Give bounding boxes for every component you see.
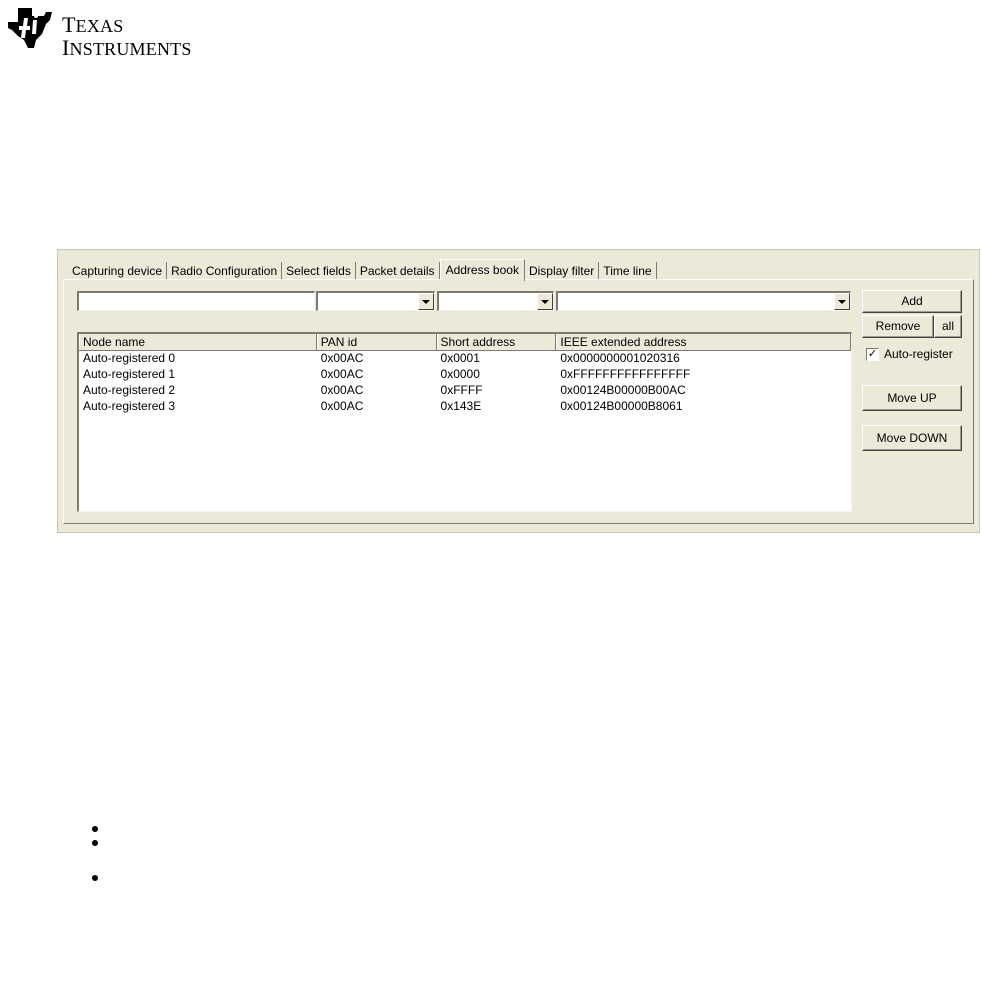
ieee-address-cell: 0x0000000001020316 bbox=[560, 351, 680, 365]
address-book-panel bbox=[57, 249, 980, 533]
chevron-down-icon[interactable] bbox=[418, 293, 434, 310]
bullet-icon bbox=[92, 875, 98, 881]
short-address-cell: 0xFFFF bbox=[440, 383, 483, 397]
move-up-button[interactable]: Move UP bbox=[862, 385, 962, 411]
ieee-address-cell: 0xFFFFFFFFFFFFFFFF bbox=[560, 367, 691, 381]
bullet-icon bbox=[92, 826, 98, 832]
texas-state-icon bbox=[6, 6, 54, 50]
bullet-icon bbox=[92, 840, 98, 846]
short-address-cell: 0x0001 bbox=[440, 351, 480, 365]
pan-id-cell: 0x00AC bbox=[320, 383, 364, 397]
tab-capturing-device[interactable]: Capturing device bbox=[68, 262, 167, 280]
short-address-dropdown[interactable] bbox=[437, 291, 554, 311]
checkmark-icon[interactable]: ✓ bbox=[867, 347, 878, 360]
column-header-short-address[interactable]: Short address bbox=[437, 334, 557, 350]
texas-instruments-logo bbox=[6, 6, 216, 60]
list-header bbox=[79, 334, 851, 351]
ieee-address-dropdown[interactable] bbox=[556, 291, 851, 311]
ieee-address-cell: 0x00124B00000B8061 bbox=[560, 399, 683, 413]
chevron-down-icon[interactable] bbox=[537, 293, 553, 310]
tab-packet-details[interactable]: Packet details bbox=[356, 262, 440, 280]
remove-all-button[interactable]: all bbox=[934, 315, 962, 338]
ieee-address-cell: 0x00124B00000B00AC bbox=[560, 383, 686, 397]
auto-register-label: Auto-register bbox=[884, 347, 953, 361]
pan-id-dropdown[interactable] bbox=[316, 291, 435, 311]
auto-register-checkbox[interactable] bbox=[866, 347, 953, 361]
column-header-node-name[interactable]: Node name bbox=[79, 334, 317, 350]
column-header-pan-id[interactable]: PAN id bbox=[317, 334, 437, 350]
node-name-cell: Auto-registered 3 bbox=[83, 399, 176, 413]
tab-radio-configuration[interactable]: Radio Configuration bbox=[167, 262, 282, 280]
tab-select-fields[interactable]: Select fields bbox=[282, 262, 356, 280]
tab-strip bbox=[68, 258, 657, 280]
move-down-button[interactable]: Move DOWN bbox=[862, 425, 962, 451]
column-header-ieee-address[interactable]: IEEE extended address bbox=[556, 334, 851, 350]
pan-id-cell: 0x00AC bbox=[320, 367, 364, 381]
node-name-cell: Auto-registered 0 bbox=[83, 351, 176, 365]
table-row[interactable] bbox=[79, 351, 851, 367]
pan-id-cell: 0x00AC bbox=[320, 351, 364, 365]
address-list[interactable] bbox=[77, 332, 852, 512]
table-row[interactable] bbox=[79, 399, 851, 415]
logo-wordmark: TEXAS INSTRUMENTS bbox=[62, 12, 192, 60]
table-row[interactable] bbox=[79, 383, 851, 399]
remove-button[interactable]: Remove bbox=[862, 315, 934, 338]
short-address-cell: 0x0000 bbox=[440, 367, 480, 381]
short-address-cell: 0x143E bbox=[440, 399, 482, 413]
node-name-cell: Auto-registered 1 bbox=[83, 367, 176, 381]
add-button[interactable]: Add bbox=[862, 290, 962, 313]
tab-time-line[interactable]: Time line bbox=[599, 262, 656, 280]
chevron-down-icon[interactable] bbox=[834, 293, 850, 310]
tab-address-book[interactable]: Address book bbox=[440, 259, 525, 281]
table-row[interactable] bbox=[79, 367, 851, 383]
tab-display-filter[interactable]: Display filter bbox=[525, 262, 599, 280]
pan-id-cell: 0x00AC bbox=[320, 399, 364, 413]
node-name-input[interactable] bbox=[77, 291, 315, 311]
node-name-cell: Auto-registered 2 bbox=[83, 383, 176, 397]
